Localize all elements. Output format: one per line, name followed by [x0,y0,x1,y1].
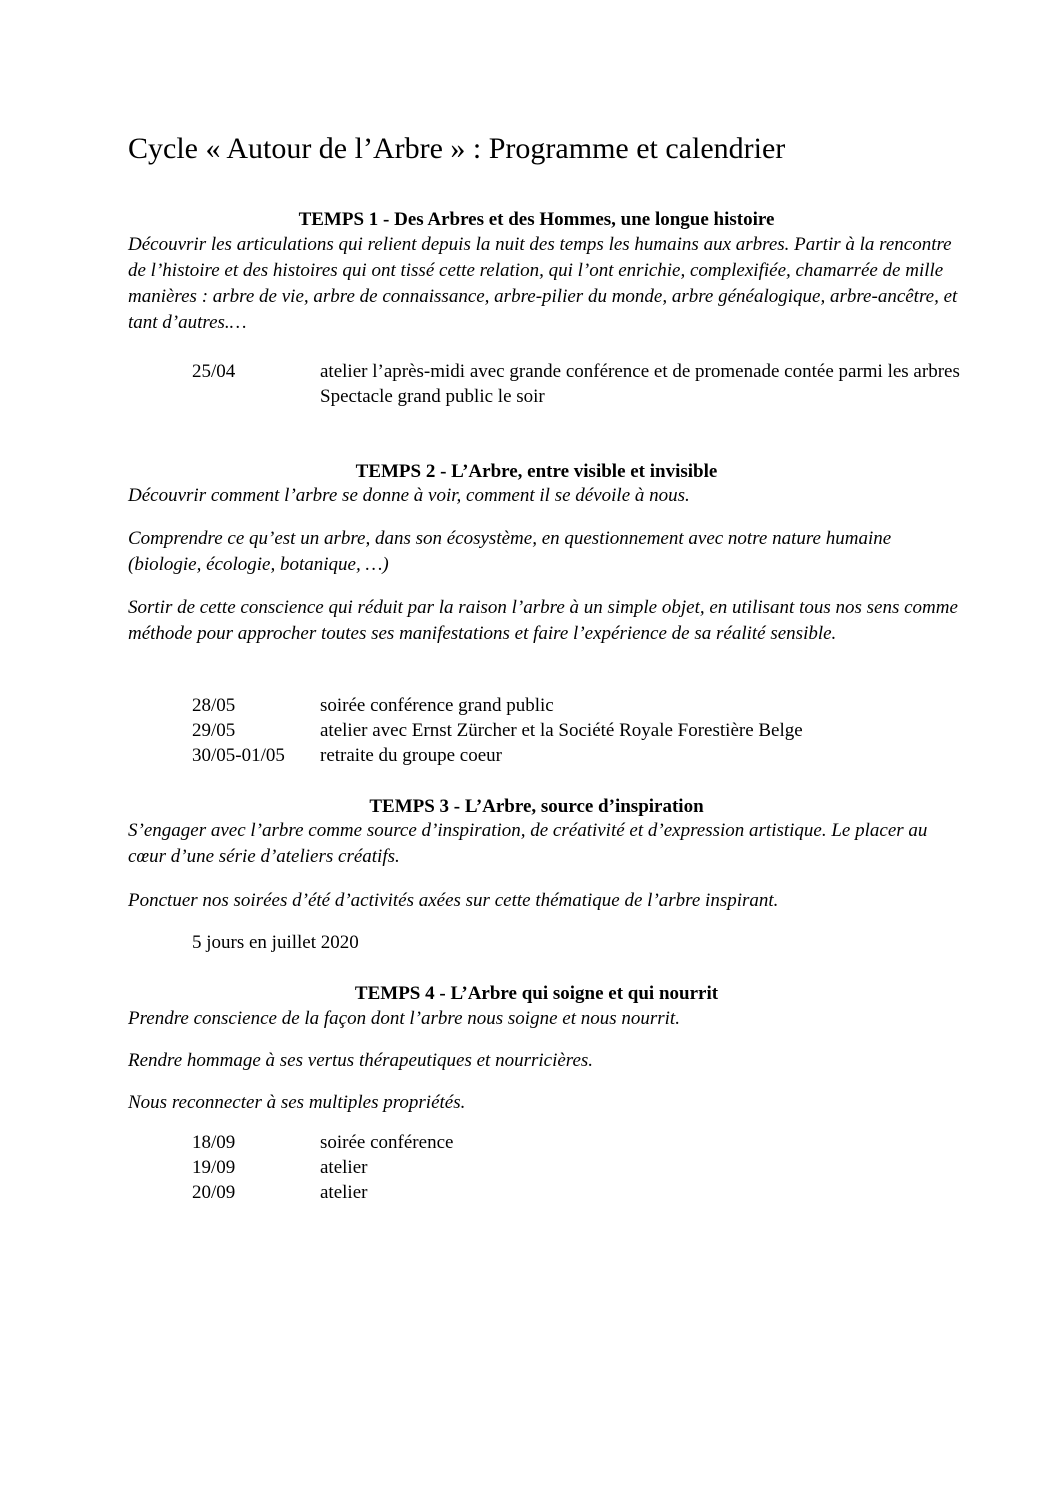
section-4-paragraph-2: Rendre hommage à ses vertus thérapeutiques et nourricières. [128,1050,594,1071]
section-3-paragraph-1: S’engager avec l’arbre comme source d’inspiration, de créativité et d’expression artistique. Le placer au cœur d’une série d’ateliers créatifs. [128,820,928,867]
schedule-row [192,1130,982,1155]
schedule-date: 18/09 [192,1132,236,1153]
schedule-description: soirée conférence grand public [320,695,554,716]
schedule-date: 20/09 [192,1182,236,1203]
schedule-description: atelier avec Ernst Zürcher et la Société Royale Forestière Belge [320,720,803,741]
schedule-temps-2 [192,693,982,768]
schedule-date [192,384,320,409]
section-heading-temps-3: TEMPS 3 - L’Arbre, source d’inspiration [369,796,704,817]
schedule-row [192,1180,982,1205]
schedule-description: atelier l’après-midi avec grande conférence et de promenade contée parmi les arbres [320,361,960,382]
schedule-note-temps-3: 5 jours en juillet 2020 [192,932,359,953]
schedule-description: Spectacle grand public le soir [320,386,545,407]
schedule-description: atelier [320,1157,368,1178]
schedule-row [192,743,982,768]
schedule-description: soirée conférence [320,1132,454,1153]
schedule-row [192,693,982,718]
schedule-description: atelier [320,1182,368,1203]
document-title: Cycle « Autour de l’Arbre » : Programme et calendrier [128,132,786,165]
schedule-temps-4 [192,1130,982,1205]
schedule-date: 29/05 [192,720,236,741]
schedule-date: 30/05-01/05 [192,745,285,766]
section-heading-temps-2: TEMPS 2 - L’Arbre, entre visible et invisible [355,461,718,482]
schedule-row [192,1155,982,1180]
schedule-temps-1 [192,359,982,409]
schedule-date: 25/04 [192,361,236,382]
section-heading-temps-4: TEMPS 4 - L’Arbre qui soigne et qui nourrit [354,983,719,1004]
section-2-paragraph-1: Découvrir comment l’arbre se donne à voir, comment il se dévoile à nous. [128,485,690,506]
schedule-date: 19/09 [192,1157,236,1178]
section-2-paragraph-2: Comprendre ce qu’est un arbre, dans son écosystème, en questionnement avec notre nature humaine (biologie, écologie, botanique, …) [128,528,892,575]
schedule-date: 28/05 [192,695,236,716]
schedule-description: retraite du groupe coeur [320,745,502,766]
section-4-paragraph-3: Nous reconnecter à ses multiples propriétés. [128,1092,466,1113]
section-3-paragraph-2: Ponctuer nos soirées d’été d’activités axées sur cette thématique de l’arbre inspirant. [128,890,779,911]
schedule-row [192,359,982,384]
section-1-paragraph: Découvrir les articulations qui relient depuis la nuit des temps les humains aux arbres. Partir à la rencontre de l’histoire et des histoires qui ont tissé cette relation, qui l’ont enrichie, complexifiée, chamarrée de mille manières : arbre de vie, arbre de connaissance, arbre-pilier du monde, arbre généalogique, arbre-ancêtre, et tant d’autres.… [128,234,958,333]
schedule-row [192,384,982,409]
schedule-row [192,718,982,743]
section-2-paragraph-3: Sortir de cette conscience qui réduit par la raison l’arbre à un simple objet, en utilisant tous nos sens comme méthode pour approcher toutes ses manifestations et faire l’expérience de sa réalité sensible. [128,597,958,644]
section-heading-temps-1: TEMPS 1 - Des Arbres et des Hommes, une longue histoire [298,209,775,230]
section-4-paragraph-1: Prendre conscience de la façon dont l’arbre nous soigne et nous nourrit. [128,1008,680,1029]
